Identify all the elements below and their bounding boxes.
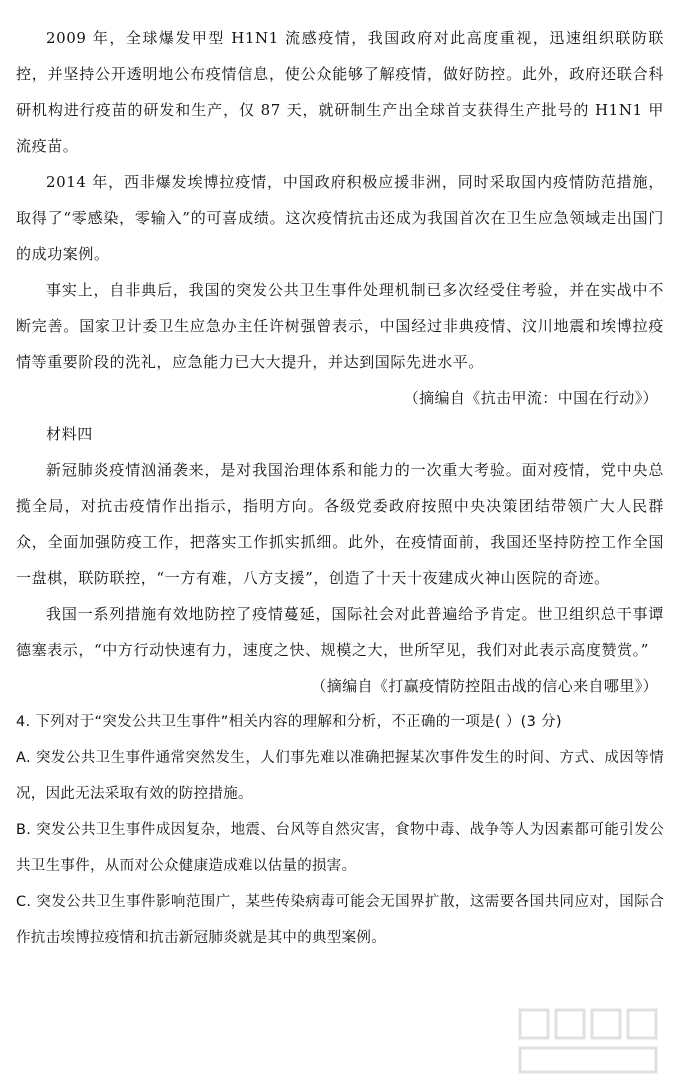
option-b: B. 突发公共卫生事件成因复杂，地震、台风等自然灾害，食物中毒、战争等人为因素都可能引发公共卫生事件，从而对公众健康造成难以估量的损害。 — [16, 822, 664, 874]
material4-paragraph-1: 新冠肺炎疫情汹涌袭来，是对我国治理体系和能力的一次重大考验。面对疫情，党中央总揽全局，对抗击疫情作出指示，指明方向。各级党委政府按照中央决策团结带领广大人民群众，全面加强防疫工作，把落实工作抓实抓细。此外，在疫情面前，我国还坚持防控工作全国一盘棋，联防联控，“一方有难，八方支援”，创造了十天十夜建成火神山医院的奇迹。 — [16, 461, 664, 587]
material4-paragraph-2: 我国一系列措施有效地防控了疫情蔓延，国际社会对此普遍给予肯定。世卫组织总干事谭德塞表示，“中方行动快速有力，速度之快、规模之大，世所罕见，我们对此表示高度赞赏。” — [16, 605, 664, 659]
option-a: A. 突发公共卫生事件通常突然发生，人们事先难以准确把握某次事件发生的时间、方式、成因等情况，因此无法采取有效的防控措施。 — [16, 750, 664, 802]
material3-paragraph-1: 2009 年，全球爆发甲型 H1N1 流感疫情，我国政府对此高度重视，迅速组织联防联控，并坚持公开透明地公布疫情信息，使公众能够了解疫情，做好防控。此外，政府还联合科研机构进行疫苗的研发和生产，仅 87 天，就研制生产出全球首支获得生产批号的 H1N1 甲流疫苗。 — [16, 29, 664, 155]
option-c: C. 突发公共卫生事件影响范围广，某些传染病毒可能会无国界扩散，这需要各国共同应对，国际合作抗击埃博拉疫情和抗击新冠肺炎就是其中的典型案例。 — [16, 894, 664, 946]
material3-paragraph-2: 2014 年，西非爆发埃博拉疫情，中国政府积极应援非洲，同时采取国内疫情防范措施，取得了“零感染，零输入”的可喜成绩。这次疫情抗击还成为我国首次在卫生应急领域走出国门的成功案例。 — [16, 173, 664, 263]
question-block — [16, 704, 664, 956]
material3-source: （摘编自《抗击甲流：中国在行动》） — [403, 389, 658, 407]
material3-paragraph-3: 事实上，自非典后，我国的突发公共卫生事件处理机制已多次经受住考验，并在实战中不断完善。国家卫计委卫生应急办主任许树强曾表示，中国经过非典疫情、汶川地震和埃博拉疫情等重要阶段的洗礼，应急能力已大大提升，并达到国际先进水平。 — [16, 281, 664, 371]
material4-heading: 材料四 — [46, 425, 93, 443]
material4-source: （摘编自《打赢疫情防控阻击战的信心来自哪里》） — [311, 677, 658, 695]
question-stem: 4. 下列对于“突发公共卫生事件”相关内容的理解和分析，不正确的一项是( ）(3 分) — [16, 714, 562, 730]
